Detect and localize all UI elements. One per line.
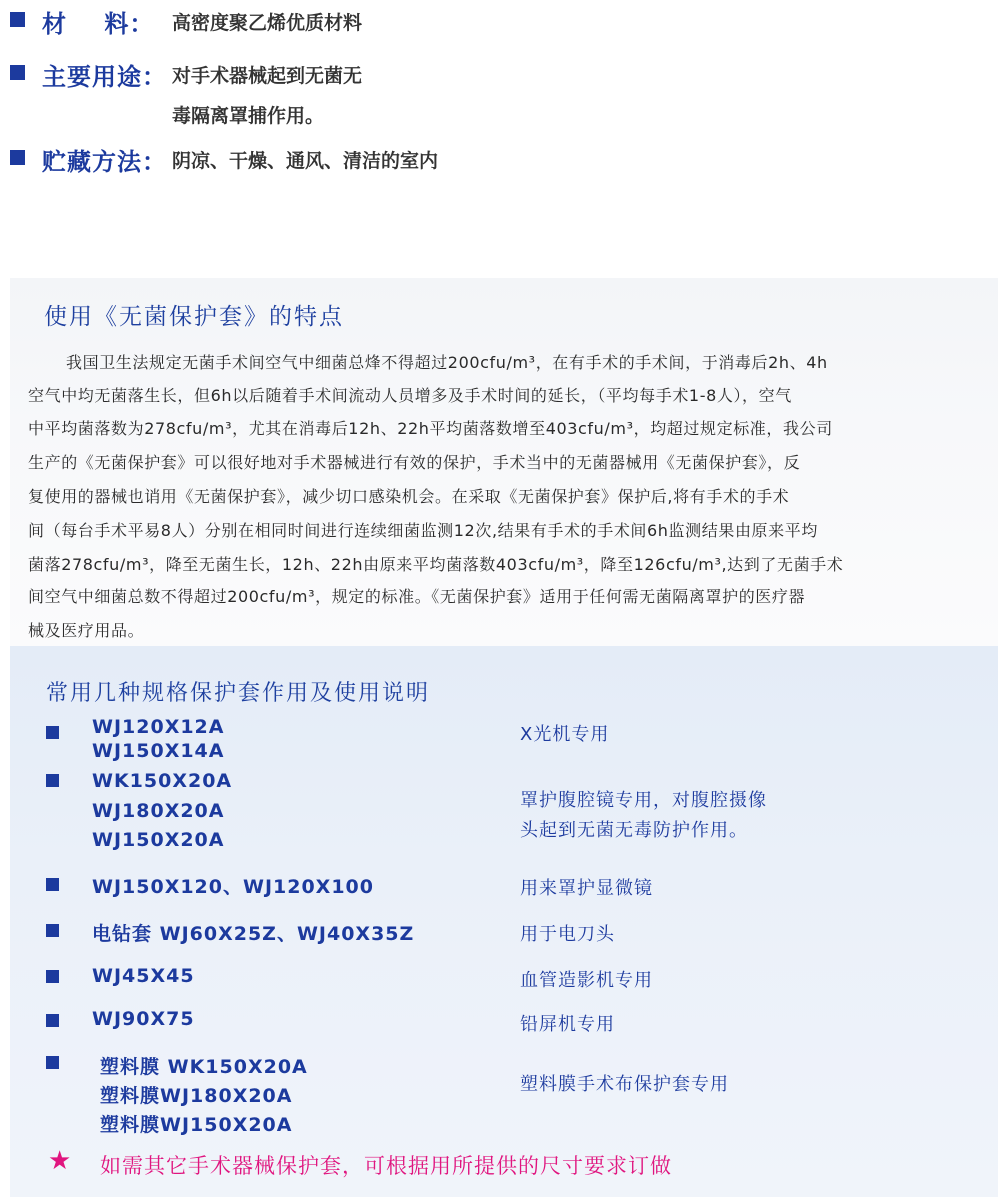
paragraph-line: 空气中均无菌落生长，但6h以后随着手术间流动人员增多及手术时间的延长，（平均每手术1-8人），空气 — [28, 386, 792, 405]
paragraph-line: 间空气中细菌总数不得超过200cfu/m³，规定的标准。《无菌保护套》适用于任何需无菌隔离罩护的医疗器 — [28, 587, 806, 606]
square-bullet-icon — [10, 150, 25, 165]
paragraph-line: 间（每台手术平易8人）分别在相同时间进行连续细菌监测12次,结果有手术的手术间6h监测结果由原来平均 — [28, 521, 818, 540]
usage-description: 罩护腹腔镜专用，对腹腔摄像 — [520, 790, 767, 811]
usage-panel — [10, 646, 998, 1197]
spec-storage — [0, 138, 700, 178]
model-code: WJ150X120、WJ120X100 — [92, 876, 374, 898]
spec-label: 材 料： — [42, 10, 155, 38]
usage-description: 塑料膜手术布保护套专用 — [520, 1074, 729, 1095]
square-bullet-icon — [46, 726, 59, 739]
model-code: WJ90X75 — [92, 1008, 195, 1030]
model-code: 塑料膜 WK150X20A — [100, 1056, 308, 1078]
model-code: WK150X20A — [92, 770, 233, 792]
model-code: WJ150X20A — [92, 829, 225, 851]
square-bullet-icon — [46, 924, 59, 937]
square-bullet-icon — [46, 1056, 59, 1069]
square-bullet-icon — [10, 65, 25, 80]
custom-order-note: 如需其它手术器械保护套，可根据用所提供的尺寸要求订做 — [100, 1154, 672, 1178]
model-code: 塑料膜WJ180X20A — [100, 1085, 293, 1107]
spec-value-continued: 毒隔离罩捕作用。 — [172, 105, 325, 127]
usage-description: X光机专用 — [520, 724, 610, 745]
model-code: 电钻套 WJ60X25Z、WJ40X35Z — [92, 923, 415, 945]
usage-description: 用于电刀头 — [520, 924, 615, 945]
model-code: 塑料膜WJ150X20A — [100, 1114, 293, 1136]
model-code: WJ120X12A — [92, 716, 225, 738]
usage-description: 铅屏机专用 — [520, 1014, 615, 1035]
usage-description: 头起到无菌无毒防护作用。 — [520, 820, 748, 841]
model-code: WJ180X20A — [92, 800, 225, 822]
paragraph-line: 菌落278cfu/m³，降至无菌生长，12h、22h由原来平均菌落数403cfu/m³，降至126cfu/m³,达到了无菌手术 — [28, 555, 844, 574]
square-bullet-icon — [46, 774, 59, 787]
paragraph-line: 我国卫生法规定无菌手术间空气中细菌总烽不得超过200cfu/m³，在有手术的手术间，于消毒后2h、4h — [66, 353, 828, 372]
square-bullet-icon — [46, 970, 59, 983]
square-bullet-icon — [46, 1014, 59, 1027]
model-code: WJ150X14A — [92, 740, 225, 762]
spec-material — [0, 0, 700, 40]
features-title: 使用《无菌保护套》的特点 — [44, 304, 344, 330]
spec-value: 高密度聚乙烯优质材料 — [172, 12, 363, 34]
usage-title: 常用几种规格保护套作用及使用说明 — [46, 681, 431, 706]
spec-purpose — [0, 53, 700, 133]
paragraph-line: 中平均菌落数为278cfu/m³，尤其在消毒后12h、22h平均菌落数增至403cfu/m³，均超过规定标准，我公司 — [28, 419, 833, 438]
features-panel — [10, 278, 998, 646]
star-icon: ★ — [48, 1146, 72, 1176]
usage-description: 用来罩护显微镜 — [520, 878, 653, 899]
square-bullet-icon — [46, 878, 59, 891]
paragraph-line: 复使用的器械也诮用《无菌保护套》，减少切口感染机会。在采取《无菌保护套》保护后,将有手术的手术 — [28, 487, 790, 506]
spec-label: 主要用途： — [42, 63, 167, 91]
model-code: WJ45X45 — [92, 965, 195, 987]
paragraph-line: 械及医疗用品。 — [28, 621, 145, 640]
square-bullet-icon — [10, 12, 25, 27]
spec-label: 贮藏方法： — [42, 148, 167, 176]
spec-value: 阴凉、干燥、通风、清洁的室内 — [172, 150, 439, 172]
paragraph-line: 生产的《无菌保护套》可以很好地对手术器械进行有效的保护，手术当中的无菌器械用《无菌保护套》，反 — [28, 453, 801, 472]
spec-value: 对手术器械起到无菌无 — [172, 65, 363, 87]
usage-description: 血管造影机专用 — [520, 970, 653, 991]
